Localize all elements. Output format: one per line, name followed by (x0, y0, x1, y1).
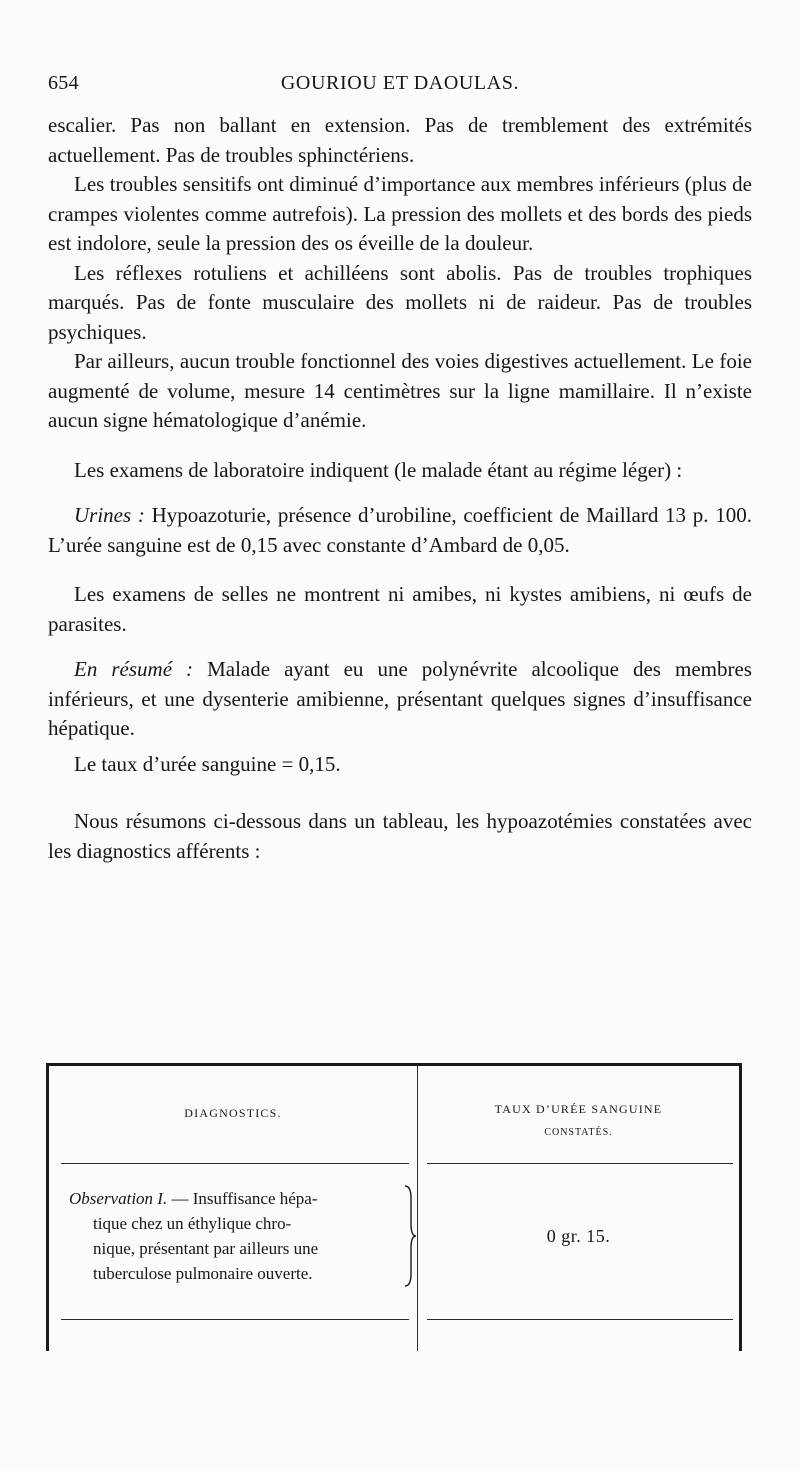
paragraph-resume (48, 655, 752, 744)
table-row-value: 0 gr. 15. (546, 1226, 611, 1246)
diagnosis-line-1-text: — Insuffisance hépa- (167, 1189, 318, 1208)
observation-label: Observation I. (69, 1189, 168, 1208)
header-diagnostics: DIAGNOSTICS. (184, 1106, 282, 1120)
urines-label: Urines : (74, 503, 145, 527)
table-row-diagnosis (69, 1186, 399, 1286)
diagnosis-line-3: nique, présentant par ailleurs une (93, 1239, 319, 1258)
diagnostics-table (46, 1063, 742, 1351)
paragraph-sensory: Les troubles sensitifs ont diminué d’importance aux membres inférieurs (plus de crampes violentes comme autrefois). La pression des mollets et des bords des pieds est indolore, seule la pression des os éveille de la douleur. (48, 172, 752, 255)
paragraph-selles: Les examens de selles ne montrent ni amibes, ni kystes amibiens, ni œufs de parasites. (48, 582, 752, 636)
paragraph-table-intro: Nous résumons ci-dessous dans un tableau, les hypoazotémies constatées avec les diagnostics afférents : (48, 809, 752, 863)
row-rule-left (61, 1319, 409, 1320)
paragraph-taux: Le taux d’urée sanguine = 0,15. (74, 751, 341, 776)
paragraph-continuation: escalier. Pas non ballant en extension. Pas de tremblement des extrémités actuellement. Pas de troubles sphinctériens. (48, 113, 752, 167)
paragraph-digestive: Par ailleurs, aucun trouble fonctionnel des voies digestives actuellement. Le foie augmenté de volume, mesure 14 centimètres sur la ligne mamillaire. Il n’existe aucun signe hématologique d’anémie. (48, 349, 752, 432)
header-taux-line2: CONSTATÉS. (544, 1127, 613, 1138)
body-text (48, 111, 752, 866)
page-header (48, 72, 752, 106)
header-rule-left (61, 1163, 409, 1164)
right-brace (403, 1184, 417, 1288)
running-title: GOURIOU ET DAOULAS. (280, 72, 520, 94)
resume-label: En résumé : (74, 657, 194, 681)
diagnosis-line-4: tuberculose pulmonaire ouverte. (93, 1264, 313, 1283)
row-rule-right (427, 1319, 733, 1320)
header-rule-right (427, 1163, 733, 1164)
header-taux-line1: TAUX D’URÉE SANGUINE (494, 1102, 663, 1116)
diagnosis-line-1 (69, 1186, 399, 1211)
resume-text: Malade ayant eu une polynévrite alcoolique des membres inférieurs, et une dysenterie amibienne, présentant quelques signes d’insuffisance hépatique. (48, 657, 752, 740)
header-taux (418, 1098, 739, 1144)
page-number: 654 (48, 72, 79, 94)
urines-text: Hypoazoturie, présence d’urobiline, coefficient de Maillard 13 p. 100. L’urée sanguine est de 0,15 avec constante d’Ambard de 0,05. (48, 503, 752, 557)
diagnosis-line-2: tique chez un éthylique chro- (93, 1214, 292, 1233)
paragraph-urines (48, 501, 752, 560)
paragraph-reflexes: Les réflexes rotuliens et achilléens sont abolis. Pas de troubles trophiques marqués. Pas de fonte musculaire des mollets ni de raideur. Pas de troubles psychiques. (48, 260, 752, 344)
paragraph-laboratory: Les examens de laboratoire indiquent (le malade étant au régime léger) : (74, 457, 683, 482)
